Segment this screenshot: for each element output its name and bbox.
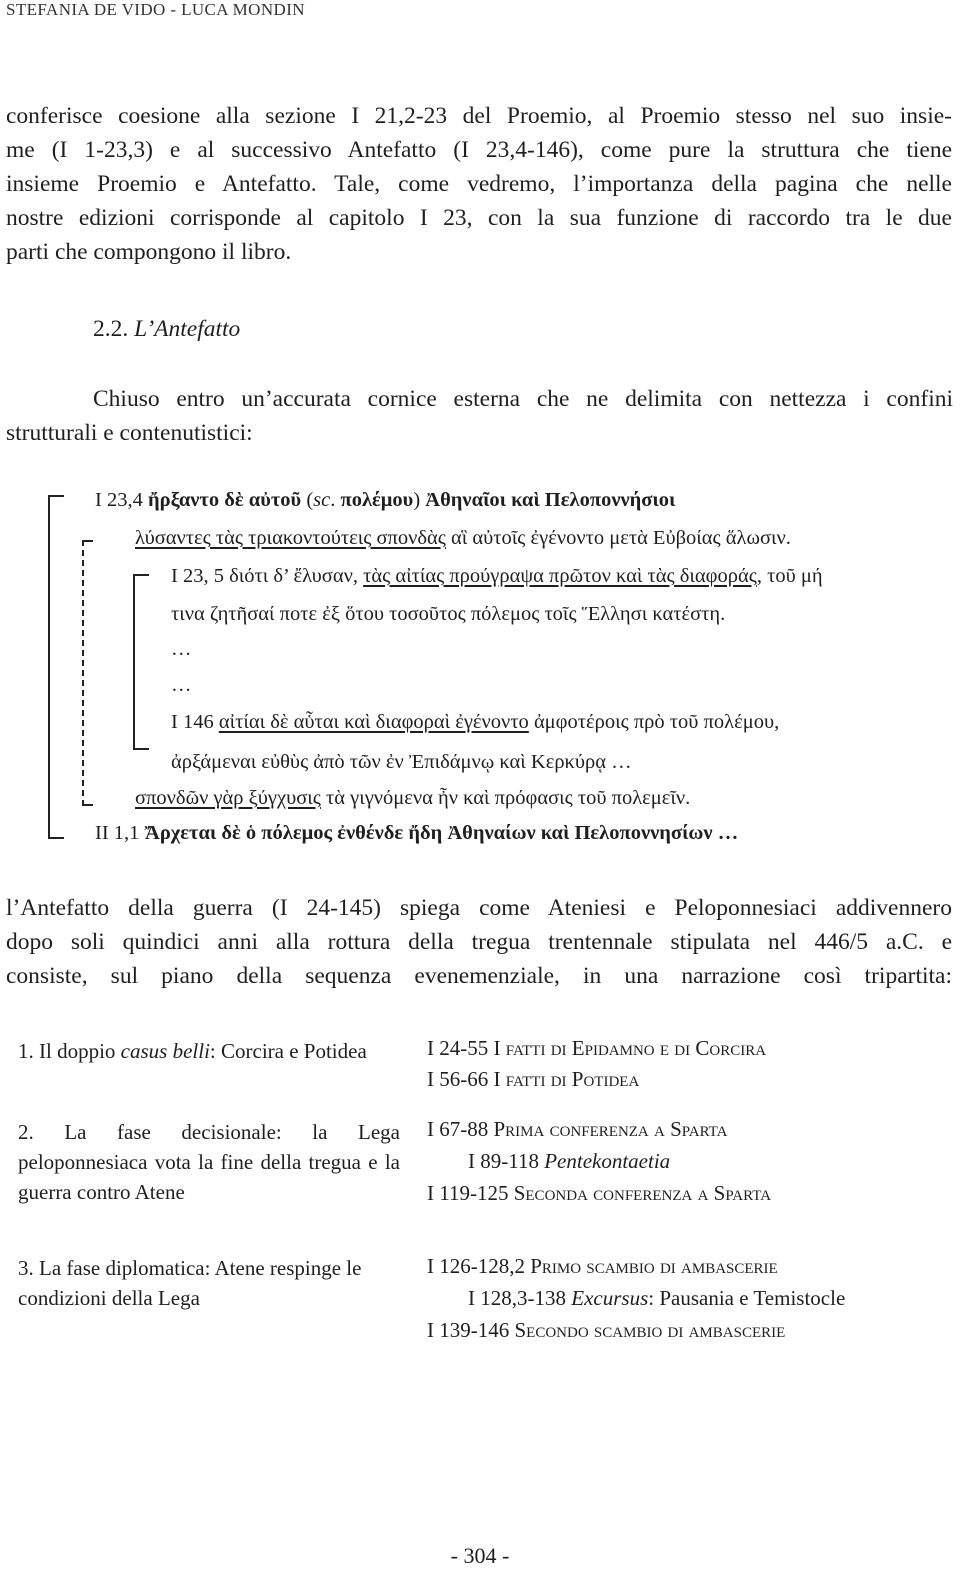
para3-line-1: l’Antefatto della guerra (I 24-145) spiega come Ateniesi e Peloponnesiaci addivennero [6, 895, 952, 921]
quote-text: . [330, 489, 341, 511]
table-smallcaps: I fatti di Epidamno e di Corcira [493, 1036, 767, 1060]
quote-line-3 [171, 565, 823, 588]
quote-line-2 [135, 527, 791, 550]
table-row-1-left [18, 1036, 400, 1066]
table-ref: I 128,3-138 [468, 1286, 572, 1310]
para2-line-1: Chiuso entro un’accurata cornice esterna che ne delimita con nettezza i confini [93, 386, 953, 412]
quote-text: ἀμφοτέροις πρὸ τοῦ πολέμου, [528, 711, 780, 733]
quote-bold: ἤρξαντο δὲ αὐτοῦ [147, 489, 302, 511]
quote-ellipsis-1: … [171, 638, 192, 660]
table-smallcaps: I fatti di Potidea [493, 1067, 640, 1091]
quote-line-5 [171, 711, 779, 734]
table-row-3-left [18, 1253, 400, 1313]
quote-text: τὰ γιγνόμενα ἦν καὶ πρόφασις τοῦ πολεμεῖν. [320, 787, 691, 809]
table-row-1-right-2 [427, 1067, 639, 1092]
table-row-3-right-1 [427, 1254, 778, 1279]
dashed-bracket [82, 540, 93, 806]
quote-bold: Ἄρχεται δὲ ὁ πόλεμος ἐνθένδε ἤδη Ἀθηναίων καὶ Πελοποννησίων … [144, 822, 739, 844]
table-ref: I 119-125 [427, 1181, 514, 1205]
table-smallcaps: Prima conferenza a Sparta [493, 1117, 728, 1141]
quote-ref: I 23, 5 διότι δ’ ἔλυσαν, [171, 565, 364, 587]
table-text: 2. La fase decisionale: la Lega peloponnesiaca vota la fine della tregua e la guerra contro Atene [18, 1120, 400, 1204]
quote-line-7 [135, 787, 690, 810]
quote-underlined: σπονδῶν γὰρ ξύγχυσις [135, 787, 321, 809]
table-text: : Pausania e Temistocle [648, 1286, 846, 1310]
table-text: 1. Il doppio [18, 1039, 121, 1063]
quote-line-8 [95, 822, 738, 845]
table-italic: Pentekontaetia [544, 1149, 671, 1173]
intro-line-3: insieme Proemio e Antefatto. Tale, come vedremo, l’importanza della pagina che nelle [6, 171, 952, 197]
table-smallcaps: Seconda conferenza a Sparta [513, 1181, 772, 1205]
table-row-2-right-2 [468, 1149, 670, 1174]
quote-underlined: λύσαντες τὰς τριακοντούτεις σπονδὰς [135, 527, 446, 549]
table-italic: casus belli [120, 1039, 210, 1063]
section-heading [93, 316, 240, 343]
quote-ellipsis-2: … [171, 674, 192, 696]
quote-line-1 [95, 489, 675, 512]
quote-text: ) [413, 489, 426, 511]
section-number: 2.2. [93, 316, 129, 342]
intro-line-5: parti che compongono il libro. [6, 239, 292, 265]
table-smallcaps: Secondo scambio di ambascerie [514, 1318, 786, 1342]
table-ref: I 67-88 [427, 1117, 494, 1141]
table-ref: I 56-66 [427, 1067, 494, 1091]
table-smallcaps: Primo scambio di ambascerie [530, 1254, 778, 1278]
quote-text: αἳ αὐτοῖς ἐγένοντο μετὰ Εὐβοίας ἅλωσιν. [445, 527, 791, 549]
table-row-3-right-2 [468, 1286, 845, 1311]
table-row-1-right-1 [427, 1036, 766, 1061]
table-row-2-right-1 [427, 1117, 727, 1142]
table-ref: I 139-146 [427, 1318, 515, 1342]
running-head: STEFANIA DE VIDO - LUCA MONDIN [6, 0, 305, 19]
quote-ref: I 146 [171, 711, 219, 733]
table-ref: I 24-55 [427, 1036, 494, 1060]
quote-ref: I 23,4 [95, 489, 148, 511]
table-row-3-right-3 [427, 1318, 785, 1343]
para3-line-3: consiste, sul piano della sequenza evenemenziale, in una narrazione così tripartita: [6, 963, 952, 989]
quote-text: ( [301, 489, 314, 511]
intro-line-1: conferisce coesione alla sezione I 21,2-23 del Proemio, al Proemio stesso nel suo insie- [6, 103, 952, 129]
quote-bold: πολέμου [340, 489, 414, 511]
quote-bold: Ἀθηναῖοι καὶ Πελοποννήσιοι [425, 489, 676, 511]
table-ref: I 89-118 [468, 1149, 545, 1173]
quote-text: , τοῦ μή [756, 565, 823, 587]
table-row-2-left [18, 1117, 400, 1207]
intro-line-2: me (I 1-23,3) e al successivo Antefatto (I 23,4-146), come pure la struttura che tiene [6, 137, 952, 163]
para3-line-2: dopo soli quindici anni alla rottura della tregua trentennale stipulata nel 446/5 a.C. e [6, 929, 952, 955]
quote-underlined: αἰτίαι δὲ αὗται καὶ διαφοραὶ ἐγένοντο [218, 711, 529, 733]
table-row-2-right-3 [427, 1181, 771, 1206]
para2-line-2: strutturali e contenutistici: [6, 420, 253, 446]
quote-ref: II 1,1 [95, 822, 145, 844]
table-text: 3. La fase diplomatica: Atene respinge le condizioni della Lega [18, 1256, 362, 1310]
table-ref: I 126-128,2 [427, 1254, 531, 1278]
quote-line-4: τινα ζητῆσαί ποτε ἐξ ὅτου τοσοῦτος πόλεμος τοῖς Ἕλλησι κατέστη. [171, 603, 726, 625]
intro-line-4: nostre edizioni corrisponde al capitolo I 23, con la sua funzione di raccordo tra le due [6, 205, 952, 231]
outer-solid-bracket [48, 495, 64, 839]
page-number: - 304 - [450, 1543, 510, 1568]
table-italic: Excursus [571, 1286, 649, 1310]
quote-underlined: τὰς αἰτίας προύγραψα πρῶτον καὶ τὰς διαφοράς [363, 565, 757, 587]
inner-solid-bracket [133, 574, 149, 750]
quote-abbr: sc [313, 489, 331, 511]
table-text: : Corcira e Potidea [209, 1039, 367, 1063]
quote-line-6: ἀρξάμεναι εὐθὺς ἀπὸ τῶν ἐν Ἐπιδάμνῳ καὶ Κερκύρᾳ … [171, 751, 632, 773]
section-title: L’Antefatto [134, 316, 241, 342]
